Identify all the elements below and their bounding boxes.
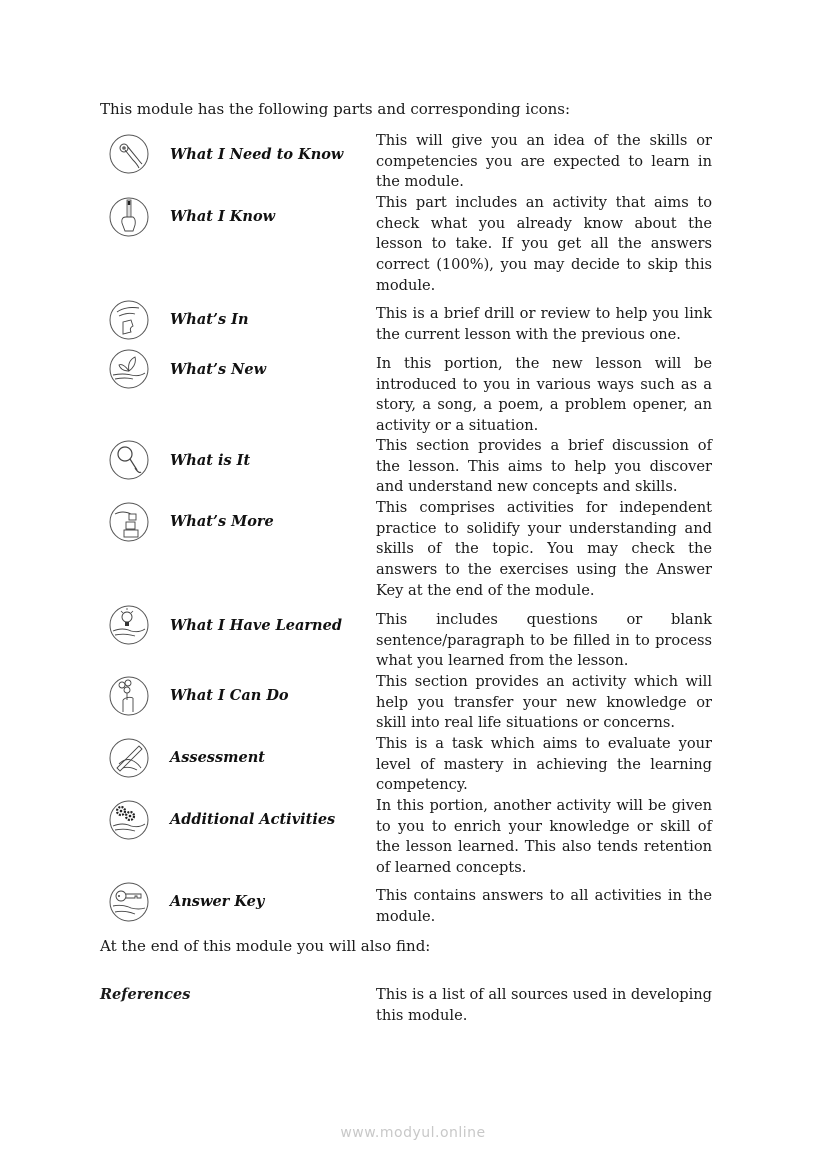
part-label: What I Can Do: [170, 687, 289, 704]
gears-on-hand-icon: [109, 800, 149, 840]
watermark: www.modyul.online: [340, 1125, 486, 1141]
touch-hand-icon: [109, 134, 149, 174]
outro-text: At the end of this module you will also find:: [100, 937, 431, 955]
part-label: Answer Key: [170, 893, 265, 910]
intro-text: This module has the following parts and corresponding icons:: [100, 100, 571, 118]
part-description: This is a brief drill or review to help you link the current lesson with the previous one.: [376, 305, 712, 343]
puzzle-hand-icon: [109, 300, 149, 340]
gears-hand-icon: [109, 676, 149, 716]
part-label: What I Need to Know: [170, 146, 344, 163]
part-description: This comprises activities for independent practice to solidify your understanding and skills of the topic. You may check the answers to the exercises using the Answer Key at the end of the module.: [376, 499, 712, 599]
hand-holding-pencil-icon: [109, 197, 149, 237]
part-label: What’s New: [170, 361, 267, 378]
key-hand-icon: [109, 882, 149, 922]
part-description: This includes questions or blank sentence/paragraph to be filled in to process what you learned from the lesson.: [376, 611, 712, 670]
part-label: Additional Activities: [170, 811, 336, 828]
part-description: This is a task which aims to evaluate your level of mastery in achieving the learning competency.: [376, 735, 712, 794]
building-blocks-icon: [109, 502, 149, 542]
part-description: In this portion, another activity will be given to you to enrich your knowledge or skill of the lesson learned. This also tends retention of learned concepts.: [376, 797, 712, 877]
part-description: In this portion, the new lesson will be introduced to you in various ways such as a story, a song, a poem, a problem opener, an activity or a situation.: [376, 355, 712, 435]
writing-hand-icon: [109, 738, 149, 778]
part-description: This contains answers to all activities in the module.: [376, 887, 712, 925]
part-description: This section provides a brief discussion of the lesson. This aims to help you discover and understand new concepts and skills.: [376, 437, 712, 496]
part-description: This section provides an activity which will help you transfer your new knowledge or skill into real life situations or concerns.: [376, 673, 712, 732]
part-label: What’s In: [170, 311, 249, 328]
part-description: This will give you an idea of the skills or competencies you are expected to learn in the module.: [376, 132, 712, 191]
references-label: References: [100, 986, 191, 1003]
part-label: What I Have Learned: [170, 617, 342, 634]
part-description: This part includes an activity that aims to check what you already know about the lesson to take. If you get all the answers correct (100%), you may decide to skip this module.: [376, 194, 712, 294]
part-label: Assessment: [170, 749, 265, 766]
part-label: What’s More: [170, 513, 274, 530]
magnifying-glass-icon: [109, 440, 149, 480]
part-label: What is It: [170, 452, 251, 469]
lightbulb-hand-icon: [109, 605, 149, 645]
references-description: This is a list of all sources used in developing this module.: [376, 986, 712, 1024]
sprout-hand-icon: [109, 349, 149, 389]
part-label: What I Know: [170, 208, 276, 225]
